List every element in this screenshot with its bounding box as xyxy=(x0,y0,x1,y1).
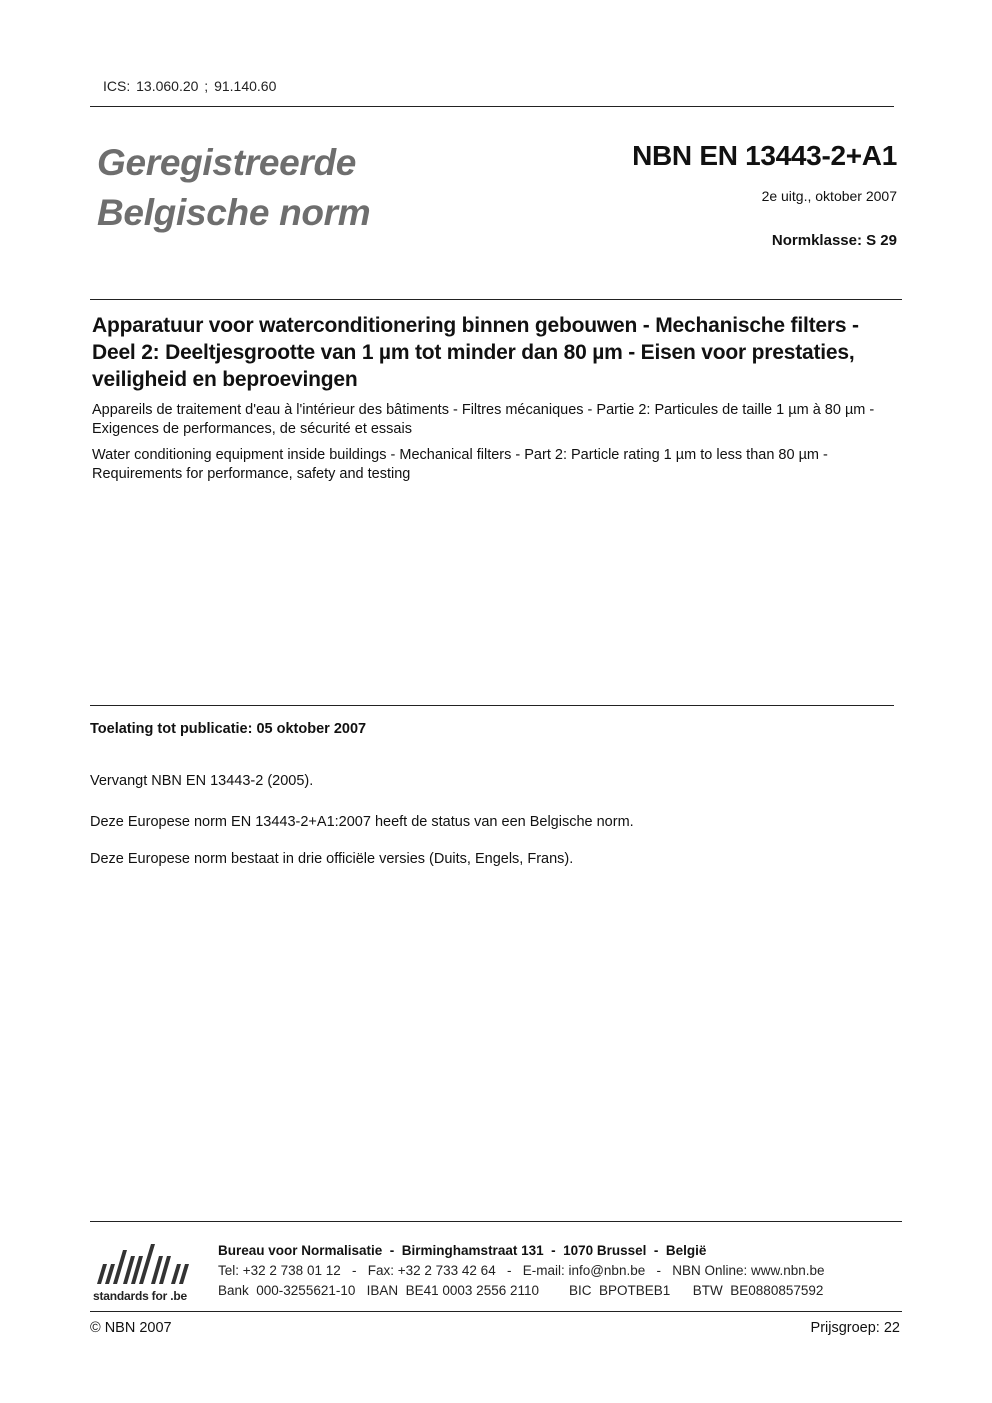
edition-info: 2e uitg., oktober 2007 xyxy=(761,188,897,204)
ics-code: ICS: 13.060.20 ; 91.140.60 xyxy=(103,78,277,94)
approval-rule xyxy=(90,705,894,706)
approval-date: Toelating tot publicatie: 05 oktober 2007 xyxy=(90,721,367,737)
footer-rule xyxy=(90,1221,902,1222)
title-french: Appareils de traitement d'eau à l'intérieur des bâtiments - Filtres mécaniques - Partie 2: Particules de taille 1 µm à 80 µm - Exigences de performances, de sécurité et essais xyxy=(92,402,875,437)
norm-code: NBN EN 13443-2+A1 xyxy=(632,140,897,171)
copyright: © NBN 2007 xyxy=(90,1320,172,1336)
nbn-logo-mark xyxy=(93,1242,203,1288)
price-group: Prijsgroep: 22 xyxy=(810,1320,900,1336)
footer-bank: Bank 000-3255621-10 IBAN BE41 0003 2556 2110 BIC BPOTBEB1 BTW BE0880857592 xyxy=(218,1283,824,1298)
bottom-rule xyxy=(90,1311,902,1312)
registered-line-2: Belgische norm xyxy=(97,192,371,233)
registered-line-1: Geregistreerde xyxy=(97,142,357,183)
status-note: Deze Europese norm EN 13443-2+A1:2007 heeft de status van een Belgische norm. xyxy=(90,814,634,830)
title-english: Water conditioning equipment inside buildings - Mechanical filters - Part 2: Particle rating 1 µm to less than 80 µm - Requirements for performance, safety and testing xyxy=(92,447,828,482)
logo-caption: standards for .be xyxy=(93,1289,187,1303)
nbn-logo xyxy=(93,1242,203,1308)
footer-address: Bureau voor Normalisatie - Birminghamstraat 131 - 1070 Brussel - België xyxy=(218,1243,707,1258)
normklasse: Normklasse: S 29 xyxy=(771,232,897,249)
versions-note: Deze Europese norm bestaat in drie officiële versies (Duits, Engels, Frans). xyxy=(90,851,574,867)
footer-contact: Tel: +32 2 738 01 12 - Fax: +32 2 733 42 64 - E-mail: info@nbn.be - NBN Online: www.nbn.be xyxy=(218,1263,825,1278)
replaces-note: Vervangt NBN EN 13443-2 (2005). xyxy=(90,773,314,789)
title-dutch: Apparatuur voor waterconditionering binnen gebouwen - Mechanische filters - Deel 2: Deeltjesgrootte van 1 µm tot minder dan 80 µm - Eisen voor prestaties, veiligheid en beproevingen xyxy=(92,314,859,391)
registered-norm-heading xyxy=(97,138,370,238)
top-rule xyxy=(90,106,894,107)
title-rule xyxy=(90,299,902,300)
